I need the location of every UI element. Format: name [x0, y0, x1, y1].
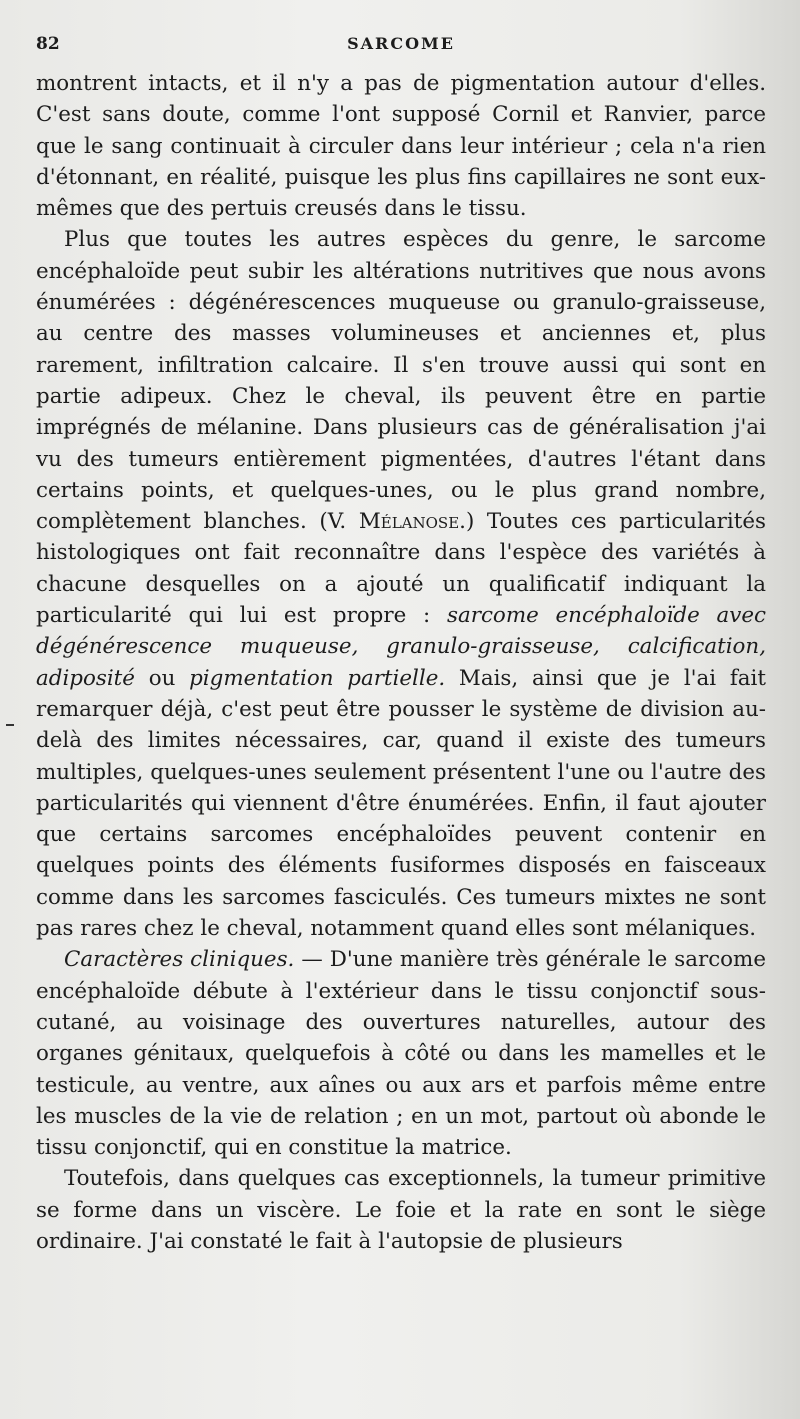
- paragraph-text: ou: [134, 665, 190, 691]
- paragraph-encephaloid-alterations: [36, 224, 766, 944]
- paragraph-continuation: montrent intacts, et il n'y a pas de pigmentation autour d'elles. C'est sans doute, comme l'ont supposé Cornil et Ranvier, parce que le sang continuait à circuler dans leur intérieur ; cela n'a rien d'étonnant, en réalité, puisque les plus fins capillaires ne sont eux-mêmes que des pertuis creusés dans le tissu.: [36, 71, 766, 222]
- paragraph-visceral-origin: Toutefois, dans quelques cas exceptionnels, la tumeur primitive se forme dans un viscère. Le foie et la rate en sont le siège ordinaire. J'ai constaté le fait à l'autopsie de plusieurs: [36, 1166, 766, 1254]
- paragraph-text: D'une manière très générale le sarcome encéphaloïde débute à l'extérieur dans le tissu conjonctif sous-cutané, au voisinage des ouvertures naturelles, autour des organes génitaux, quelquefois à côté ou dans les mamelles et le testicule, au ventre, aux aînes ou aux ars et parfois même entre les muscles de la vie de relation ; en un mot, partout où abonde le tissu conjonctif, qui en constitue la matrice.: [36, 947, 766, 1161]
- italic-term-list: sarcome encéphaloïde avec dégénérescence muqueuse, granulo-graisseuse, calcification, adiposité: [36, 603, 766, 691]
- heading-dash: —: [294, 947, 330, 973]
- paragraph-text: Mais, ainsi que je l'ai fait remarquer déjà, c'est peut être pousser le système de division au-delà des limites nécessaires, car, quand il existe des tumeurs multiples, quelques-unes seulement présentent l'une ou l'autre des particularités qui viennent d'être énumérées. Enfin, il faut ajouter que certains sarcomes encéphaloïdes peuvent contenir en quelques points des éléments fusiformes disposés en faisceaux comme dans les sarcomes fasciculés. Ces tumeurs mixtes ne sont pas rares chez le cheval, notamment quand elles sont mélaniques.: [36, 665, 766, 942]
- paragraph-clinical-characters: [36, 944, 766, 1163]
- section-heading: Caractères cliniques.: [64, 947, 295, 973]
- cross-reference: Mélanose: [358, 509, 460, 535]
- page-number: 82: [36, 34, 60, 54]
- paragraph-text: Plus que toutes les autres espèces du genre, le sarcome encéphaloïde peut subir les altérations nutritives que nous avons énumérées : dégénérescences muqueuse ou granulo-graisseuse, au centre des masses volumineuses et anciennes et, plus rarement, infiltration calcaire. Il s'en trouve aussi qui sont en partie adipeux. Chez le cheval, ils peuvent être en partie imprégnés de mélanine. Dans plusieurs cas de généralisation j'ai vu des tumeurs entièrement pigmentées, d'autres l'étant dans certains points, et quelques-unes, ou le plus grand nombre, complètement blanches. (V.: [36, 227, 766, 535]
- page-header: [36, 28, 766, 68]
- italic-term: pigmentation partielle.: [189, 665, 446, 691]
- running-head: SARCOME: [347, 34, 455, 53]
- body-text: [36, 68, 766, 1257]
- margin-mark: [6, 724, 14, 726]
- paragraph-text: .) Toutes ces particularités histologiques ont fait reconnaître dans l'espèce des variétés à chacune desquelles on a ajouté un qualificatif indiquant la particularité qui lui est propre :: [36, 509, 766, 629]
